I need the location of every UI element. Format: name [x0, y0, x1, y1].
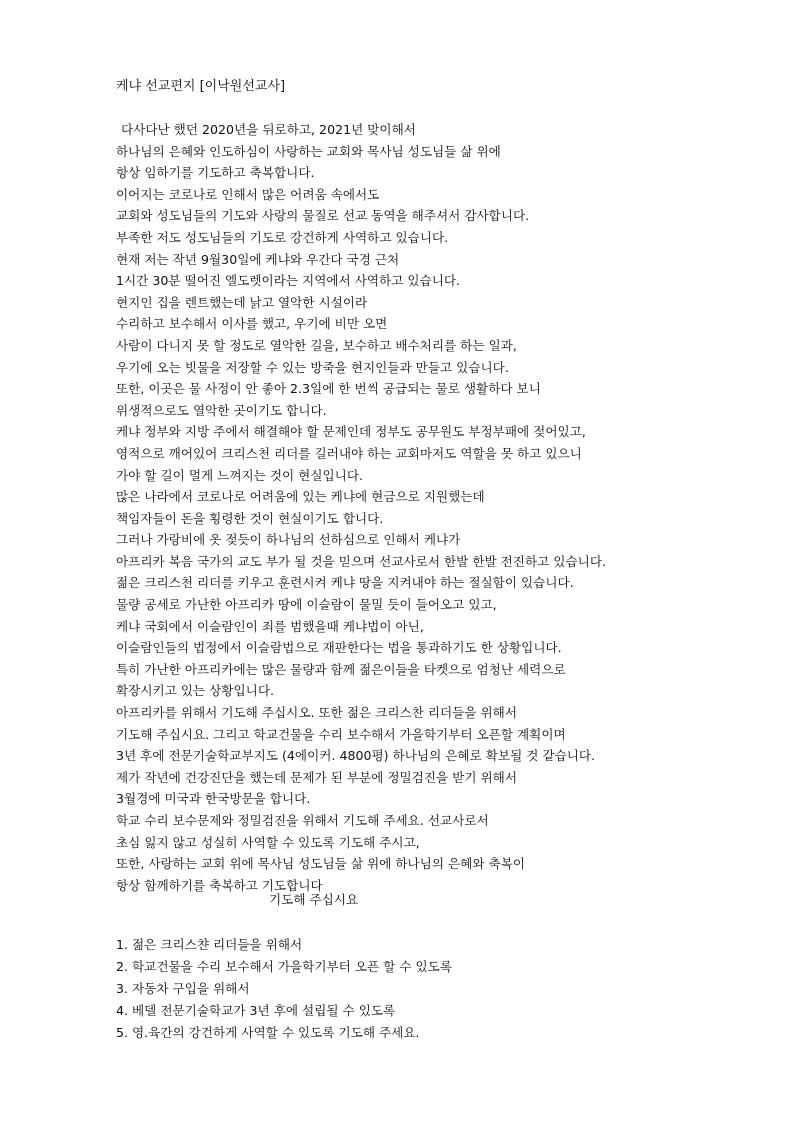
letter-line: 위생적으로도 열악한 곳이기도 합니다. [116, 402, 327, 418]
letter-line: 이어지는 코로나로 인해서 많은 어려움 속에서도 [116, 186, 380, 202]
letter-line: 기도해 주십시요. 그리고 학교건물을 수리 보수해서 가을학기부터 오픈할 계획이며 [116, 726, 566, 742]
letter-line: 젊은 크리스천 리더를 키우고 훈련시켜 케냐 땅을 지켜내야 하는 절실함이 있습니다. [116, 575, 574, 591]
letter-line: 그러나 가랑비에 옷 젖듯이 하나님의 선하심으로 인해서 케냐가 [116, 532, 461, 548]
closing-line: 기도해 주십시요 [269, 892, 359, 907]
letter-body [116, 119, 756, 896]
prayer-request-item: 4. 베델 전문기술학교가 3년 후에 설립될 수 있도록 [116, 1003, 396, 1018]
letter-line: 많은 나라에서 코로나로 어려움에 있는 케냐에 현금으로 지원했는데 [116, 489, 485, 505]
prayer-request-item: 3. 자동차 구입을 위해서 [116, 981, 250, 996]
letter-line: 현재 저는 작년 9월30일에 케냐와 우간다 국경 근처 [116, 251, 400, 267]
letter-line: 3월경에 미국과 한국방문을 합니다. [116, 791, 311, 807]
closing-section [116, 889, 676, 911]
letter-line: 학교 수리 보수문제와 정밀검진을 위해서 기도해 주세요. 선교사로서 [116, 813, 489, 828]
letter-line: 확장시키고 있는 상황입니다. [116, 683, 274, 699]
letter-line: 우기에 오는 빗물을 저장할 수 있는 방죽을 현지인들과 만들고 있습니다. [116, 359, 509, 375]
letter-line: 다사다난 했던 2020년을 뒤로하고, 2021년 맞이해서 [121, 122, 416, 137]
letter-line: 아프리카 복음 국가의 교도 부가 될 것을 믿으며 선교사로서 한발 한발 전진하고 있습니다. [116, 553, 607, 569]
letter-line: 하나님의 은혜와 인도하심이 사랑하는 교회와 목사님 성도님들 삶 위에 [116, 143, 501, 159]
letter-line: 영적으로 깨어있어 크리스천 리더를 길러내야 하는 교회마저도 역할을 못 하고 있으니 [116, 445, 582, 461]
letter-line: 케냐 국회에서 이슬람인이 죄를 범했을때 케냐법이 아닌, [116, 618, 424, 634]
letter-line: 아프리카를 위해서 기도해 주십시오. 또한 젊은 크리스찬 리더들을 위해서 [116, 705, 517, 721]
letter-line: 3년 후에 전문기술학교부지도 (4에이커. 4800평) 하나님의 은혜로 확보될 것 같습니다. [116, 748, 596, 764]
letter-line: 또한, 이곳은 물 사정이 안 좋아 2.3일에 한 번씩 공급되는 물로 생활하다 보니 [116, 381, 541, 397]
prayer-request-list [116, 934, 452, 1044]
letter-line: 가야 할 길이 멀게 느껴지는 것이 현실입니다. [116, 467, 364, 483]
letter-line: 이슬람인들의 법정에서 이슬람법으로 재판한다는 법을 통과하기도 한 상황입니다. [116, 640, 562, 656]
letter-line: 제가 작년에 건강진단을 했는데 문제가 된 부분에 정밀검진을 받기 위해서 [116, 769, 517, 785]
letter-line: 물량 공세로 가난한 아프리카 땅에 이슬람이 물밀 듯이 들어오고 있고, [116, 597, 497, 613]
letter-line: 수리하고 보수해서 이사를 했고, 우기에 비만 오면 [116, 316, 388, 332]
letter-line: 현지인 집을 렌트했는데 낡고 열악한 시설이라 [116, 294, 368, 310]
letter-line: 책임자들이 돈을 횡령한 것이 현실이기도 합니다. [116, 510, 384, 526]
letter-line: 사람이 다니지 못 할 정도로 열악한 길을, 보수하고 배수처리를 하는 일과, [116, 337, 517, 353]
letter-line: 부족한 저도 성도님들의 기도로 강건하게 사역하고 있습니다. [116, 229, 449, 245]
letter-line: 초심 잃지 않고 성실히 사역할 수 있도록 기도해 주시고, [116, 834, 420, 850]
prayer-request-item: 1. 젊은 크리스챤 리더들을 위해서 [116, 937, 303, 952]
letter-title: 케냐 선교편지 [이낙원선교사] [116, 79, 286, 94]
prayer-request-item: 2. 학교건물을 수리 보수해서 가을학기부터 오픈 할 수 있도록 [116, 959, 453, 974]
letter-line: 또한, 사랑하는 교회 위에 목사님 성도님들 삶 위에 하나님의 은혜와 축복이 [116, 856, 526, 872]
letter-line: 1시간 30분 떨어진 엘도렛이라는 지역에서 사역하고 있습니다. [116, 273, 461, 289]
letter-line: 특히 가난한 아프리카에는 많은 물량과 함께 젊은이들을 타켓으로 엄청난 세력으로 [116, 661, 566, 677]
letter-line: 교회와 성도님들의 기도와 사랑의 물질로 선교 동역을 해주셔서 감사합니다. [116, 208, 530, 224]
letter-line: 항상 함께하기를 축복하고 기도합니다 [116, 877, 323, 893]
letter-line: 케냐 정부와 지방 주에서 해결해야 할 문제인데 정부도 공무원도 부정부패에 젖어있고, [116, 424, 586, 440]
letter-line: 항상 임하기를 기도하고 축복합니다. [116, 165, 315, 181]
prayer-request-item: 5. 영.육간의 강건하게 사역할 수 있도록 기도해 주세요. [116, 1025, 420, 1040]
